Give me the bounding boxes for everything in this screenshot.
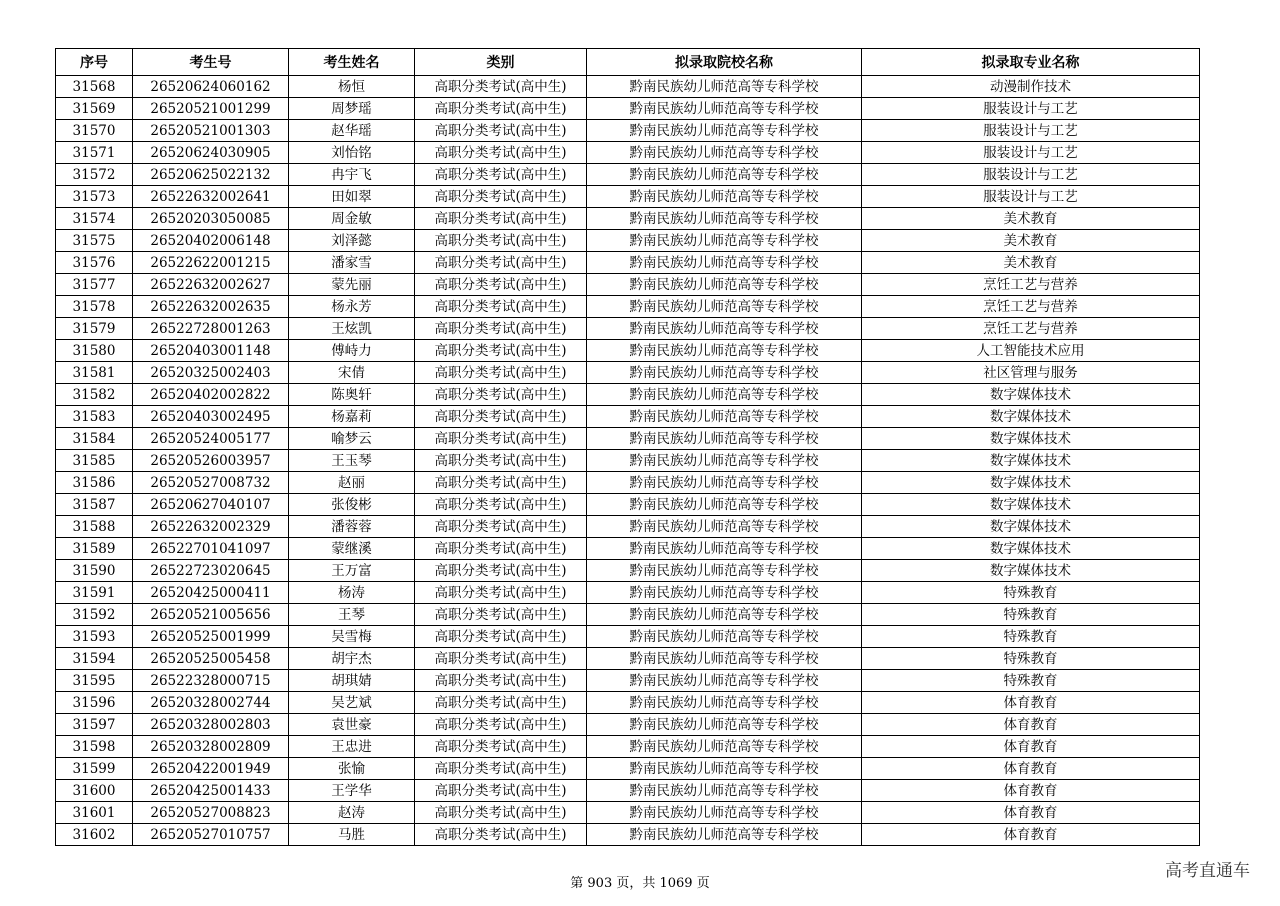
cell-seq: 31602 <box>56 824 133 846</box>
cell-major: 数字媒体技术 <box>862 384 1200 406</box>
cell-exam-id: 26520524005177 <box>133 428 289 450</box>
cell-category: 高职分类考试(高中生) <box>415 340 587 362</box>
cell-major: 特殊教育 <box>862 648 1200 670</box>
cell-category: 高职分类考试(高中生) <box>415 142 587 164</box>
cell-category: 高职分类考试(高中生) <box>415 780 587 802</box>
cell-exam-id: 26520527008732 <box>133 472 289 494</box>
table-row <box>56 670 1200 692</box>
table-row <box>56 230 1200 252</box>
cell-exam-id: 26520328002803 <box>133 714 289 736</box>
cell-name: 喻梦云 <box>289 428 415 450</box>
table-row <box>56 450 1200 472</box>
table-row <box>56 472 1200 494</box>
cell-seq: 31568 <box>56 76 133 98</box>
cell-name: 张愉 <box>289 758 415 780</box>
cell-major: 服装设计与工艺 <box>862 120 1200 142</box>
cell-exam-id: 26520403002495 <box>133 406 289 428</box>
cell-exam-id: 26520325002403 <box>133 362 289 384</box>
cell-name: 张俊彬 <box>289 494 415 516</box>
cell-name: 王炫凯 <box>289 318 415 340</box>
table-row <box>56 340 1200 362</box>
cell-seq: 31585 <box>56 450 133 472</box>
cell-exam-id: 26522632002635 <box>133 296 289 318</box>
cell-school: 黔南民族幼儿师范高等专科学校 <box>587 648 862 670</box>
cell-exam-id: 26522632002329 <box>133 516 289 538</box>
cell-school: 黔南民族幼儿师范高等专科学校 <box>587 186 862 208</box>
cell-category: 高职分类考试(高中生) <box>415 538 587 560</box>
cell-name: 蒙继溪 <box>289 538 415 560</box>
cell-major: 特殊教育 <box>862 626 1200 648</box>
cell-seq: 31582 <box>56 384 133 406</box>
cell-exam-id: 26522622001215 <box>133 252 289 274</box>
cell-school: 黔南民族幼儿师范高等专科学校 <box>587 758 862 780</box>
header-name: 考生姓名 <box>289 49 415 76</box>
cell-school: 黔南民族幼儿师范高等专科学校 <box>587 780 862 802</box>
cell-exam-id: 26520521005656 <box>133 604 289 626</box>
table-row <box>56 318 1200 340</box>
cell-major: 数字媒体技术 <box>862 494 1200 516</box>
cell-major: 数字媒体技术 <box>862 406 1200 428</box>
cell-school: 黔南民族幼儿师范高等专科学校 <box>587 824 862 846</box>
cell-school: 黔南民族幼儿师范高等专科学校 <box>587 252 862 274</box>
header-school: 拟录取院校名称 <box>587 49 862 76</box>
table-header-row <box>56 49 1200 76</box>
table-row <box>56 538 1200 560</box>
cell-name: 潘蓉蓉 <box>289 516 415 538</box>
cell-name: 蒙先丽 <box>289 274 415 296</box>
cell-major: 体育教育 <box>862 824 1200 846</box>
table-row <box>56 406 1200 428</box>
cell-major: 人工智能技术应用 <box>862 340 1200 362</box>
cell-school: 黔南民族幼儿师范高等专科学校 <box>587 736 862 758</box>
cell-category: 高职分类考试(高中生) <box>415 626 587 648</box>
cell-name: 赵华瑶 <box>289 120 415 142</box>
cell-name: 袁世豪 <box>289 714 415 736</box>
cell-major: 特殊教育 <box>862 604 1200 626</box>
cell-school: 黔南民族幼儿师范高等专科学校 <box>587 208 862 230</box>
cell-name: 胡宇杰 <box>289 648 415 670</box>
cell-school: 黔南民族幼儿师范高等专科学校 <box>587 538 862 560</box>
cell-major: 数字媒体技术 <box>862 472 1200 494</box>
cell-category: 高职分类考试(高中生) <box>415 384 587 406</box>
cell-major: 体育教育 <box>862 692 1200 714</box>
cell-seq: 31578 <box>56 296 133 318</box>
table-row <box>56 560 1200 582</box>
cell-category: 高职分类考试(高中生) <box>415 164 587 186</box>
table-row <box>56 802 1200 824</box>
page-number: 第 903 页，共 1069 页 <box>570 876 710 891</box>
table-row <box>56 714 1200 736</box>
cell-seq: 31574 <box>56 208 133 230</box>
table-row <box>56 208 1200 230</box>
cell-exam-id: 26522328000715 <box>133 670 289 692</box>
table-row <box>56 384 1200 406</box>
cell-major: 体育教育 <box>862 758 1200 780</box>
cell-seq: 31579 <box>56 318 133 340</box>
cell-category: 高职分类考试(高中生) <box>415 604 587 626</box>
cell-major: 数字媒体技术 <box>862 450 1200 472</box>
cell-name: 潘家雪 <box>289 252 415 274</box>
cell-seq: 31571 <box>56 142 133 164</box>
cell-school: 黔南民族幼儿师范高等专科学校 <box>587 274 862 296</box>
cell-school: 黔南民族幼儿师范高等专科学校 <box>587 472 862 494</box>
cell-major: 美术教育 <box>862 230 1200 252</box>
cell-name: 马胜 <box>289 824 415 846</box>
cell-school: 黔南民族幼儿师范高等专科学校 <box>587 384 862 406</box>
table-row <box>56 296 1200 318</box>
cell-category: 高职分类考试(高中生) <box>415 802 587 824</box>
cell-exam-id: 26520425000411 <box>133 582 289 604</box>
cell-category: 高职分类考试(高中生) <box>415 186 587 208</box>
cell-exam-id: 26520625022132 <box>133 164 289 186</box>
header-category: 类别 <box>415 49 587 76</box>
cell-name: 宋倩 <box>289 362 415 384</box>
cell-category: 高职分类考试(高中生) <box>415 494 587 516</box>
cell-name: 杨涛 <box>289 582 415 604</box>
cell-seq: 31590 <box>56 560 133 582</box>
table-row <box>56 252 1200 274</box>
cell-school: 黔南民族幼儿师范高等专科学校 <box>587 142 862 164</box>
cell-category: 高职分类考试(高中生) <box>415 98 587 120</box>
cell-name: 杨永芳 <box>289 296 415 318</box>
cell-major: 烹饪工艺与营养 <box>862 318 1200 340</box>
table-row <box>56 824 1200 846</box>
cell-seq: 31586 <box>56 472 133 494</box>
cell-category: 高职分类考试(高中生) <box>415 450 587 472</box>
cell-major: 体育教育 <box>862 802 1200 824</box>
table-row <box>56 362 1200 384</box>
table-row <box>56 758 1200 780</box>
cell-school: 黔南民族幼儿师范高等专科学校 <box>587 714 862 736</box>
cell-category: 高职分类考试(高中生) <box>415 252 587 274</box>
cell-category: 高职分类考试(高中生) <box>415 824 587 846</box>
cell-category: 高职分类考试(高中生) <box>415 692 587 714</box>
cell-major: 社区管理与服务 <box>862 362 1200 384</box>
cell-exam-id: 26522723020645 <box>133 560 289 582</box>
cell-school: 黔南民族幼儿师范高等专科学校 <box>587 230 862 252</box>
cell-exam-id: 26522701041097 <box>133 538 289 560</box>
cell-name: 王琴 <box>289 604 415 626</box>
cell-exam-id: 26522632002641 <box>133 186 289 208</box>
cell-seq: 31583 <box>56 406 133 428</box>
cell-name: 杨恒 <box>289 76 415 98</box>
cell-category: 高职分类考试(高中生) <box>415 318 587 340</box>
cell-school: 黔南民族幼儿师范高等专科学校 <box>587 98 862 120</box>
cell-school: 黔南民族幼儿师范高等专科学校 <box>587 670 862 692</box>
table-row <box>56 142 1200 164</box>
cell-school: 黔南民族幼儿师范高等专科学校 <box>587 582 862 604</box>
cell-category: 高职分类考试(高中生) <box>415 428 587 450</box>
cell-exam-id: 26520521001299 <box>133 98 289 120</box>
cell-exam-id: 26520328002744 <box>133 692 289 714</box>
cell-school: 黔南民族幼儿师范高等专科学校 <box>587 626 862 648</box>
cell-exam-id: 26520627040107 <box>133 494 289 516</box>
cell-seq: 31588 <box>56 516 133 538</box>
cell-name: 刘泽懿 <box>289 230 415 252</box>
table-row <box>56 516 1200 538</box>
cell-seq: 31587 <box>56 494 133 516</box>
cell-seq: 31569 <box>56 98 133 120</box>
cell-seq: 31594 <box>56 648 133 670</box>
admission-table <box>55 48 1200 846</box>
cell-seq: 31573 <box>56 186 133 208</box>
table-row <box>56 494 1200 516</box>
table-body <box>56 76 1200 846</box>
table-row <box>56 692 1200 714</box>
cell-category: 高职分类考试(高中生) <box>415 406 587 428</box>
cell-category: 高职分类考试(高中生) <box>415 230 587 252</box>
cell-major: 特殊教育 <box>862 670 1200 692</box>
cell-category: 高职分类考试(高中生) <box>415 758 587 780</box>
table-row <box>56 186 1200 208</box>
cell-category: 高职分类考试(高中生) <box>415 120 587 142</box>
cell-category: 高职分类考试(高中生) <box>415 516 587 538</box>
cell-seq: 31572 <box>56 164 133 186</box>
cell-category: 高职分类考试(高中生) <box>415 274 587 296</box>
cell-category: 高职分类考试(高中生) <box>415 714 587 736</box>
cell-seq: 31599 <box>56 758 133 780</box>
table-row <box>56 780 1200 802</box>
cell-major: 数字媒体技术 <box>862 538 1200 560</box>
table-row <box>56 274 1200 296</box>
cell-seq: 31597 <box>56 714 133 736</box>
cell-name: 刘怡铭 <box>289 142 415 164</box>
cell-name: 周梦瑶 <box>289 98 415 120</box>
table-row <box>56 648 1200 670</box>
cell-school: 黔南民族幼儿师范高等专科学校 <box>587 362 862 384</box>
cell-major: 动漫制作技术 <box>862 76 1200 98</box>
cell-exam-id: 26520422001949 <box>133 758 289 780</box>
cell-category: 高职分类考试(高中生) <box>415 648 587 670</box>
header-exam-id: 考生号 <box>133 49 289 76</box>
cell-school: 黔南民族幼儿师范高等专科学校 <box>587 802 862 824</box>
cell-school: 黔南民族幼儿师范高等专科学校 <box>587 494 862 516</box>
cell-exam-id: 26522632002627 <box>133 274 289 296</box>
table-row <box>56 98 1200 120</box>
cell-exam-id: 26520402006148 <box>133 230 289 252</box>
cell-name: 王学华 <box>289 780 415 802</box>
cell-category: 高职分类考试(高中生) <box>415 362 587 384</box>
cell-school: 黔南民族幼儿师范高等专科学校 <box>587 450 862 472</box>
cell-exam-id: 26520328002809 <box>133 736 289 758</box>
cell-school: 黔南民族幼儿师范高等专科学校 <box>587 296 862 318</box>
cell-seq: 31577 <box>56 274 133 296</box>
cell-major: 美术教育 <box>862 208 1200 230</box>
cell-name: 陈奥轩 <box>289 384 415 406</box>
cell-exam-id: 26520402002822 <box>133 384 289 406</box>
cell-category: 高职分类考试(高中生) <box>415 736 587 758</box>
cell-exam-id: 26520525005458 <box>133 648 289 670</box>
cell-school: 黔南民族幼儿师范高等专科学校 <box>587 516 862 538</box>
cell-seq: 31596 <box>56 692 133 714</box>
cell-seq: 31575 <box>56 230 133 252</box>
table-row <box>56 626 1200 648</box>
cell-name: 王玉琴 <box>289 450 415 472</box>
cell-major: 服装设计与工艺 <box>862 186 1200 208</box>
table-row <box>56 736 1200 758</box>
cell-exam-id: 26520527008823 <box>133 802 289 824</box>
cell-school: 黔南民族幼儿师范高等专科学校 <box>587 318 862 340</box>
cell-school: 黔南民族幼儿师范高等专科学校 <box>587 164 862 186</box>
cell-major: 服装设计与工艺 <box>862 142 1200 164</box>
table-row <box>56 120 1200 142</box>
cell-category: 高职分类考试(高中生) <box>415 582 587 604</box>
cell-seq: 31580 <box>56 340 133 362</box>
cell-seq: 31601 <box>56 802 133 824</box>
cell-school: 黔南民族幼儿师范高等专科学校 <box>587 340 862 362</box>
cell-name: 杨嘉莉 <box>289 406 415 428</box>
cell-seq: 31591 <box>56 582 133 604</box>
table-row <box>56 76 1200 98</box>
header-seq: 序号 <box>56 49 133 76</box>
cell-major: 数字媒体技术 <box>862 516 1200 538</box>
cell-major: 数字媒体技术 <box>862 560 1200 582</box>
cell-seq: 31589 <box>56 538 133 560</box>
cell-name: 田如翠 <box>289 186 415 208</box>
cell-school: 黔南民族幼儿师范高等专科学校 <box>587 692 862 714</box>
brand-watermark: 高考直通车 <box>1165 861 1250 881</box>
cell-exam-id: 26520525001999 <box>133 626 289 648</box>
cell-exam-id: 26520403001148 <box>133 340 289 362</box>
cell-exam-id: 26520527010757 <box>133 824 289 846</box>
cell-name: 冉宇飞 <box>289 164 415 186</box>
cell-seq: 31600 <box>56 780 133 802</box>
cell-major: 体育教育 <box>862 736 1200 758</box>
cell-exam-id: 26522728001263 <box>133 318 289 340</box>
cell-exam-id: 26520526003957 <box>133 450 289 472</box>
cell-category: 高职分类考试(高中生) <box>415 560 587 582</box>
cell-seq: 31576 <box>56 252 133 274</box>
cell-name: 赵丽 <box>289 472 415 494</box>
cell-major: 美术教育 <box>862 252 1200 274</box>
cell-school: 黔南民族幼儿师范高等专科学校 <box>587 428 862 450</box>
cell-major: 体育教育 <box>862 714 1200 736</box>
table-row <box>56 428 1200 450</box>
cell-exam-id: 26520203050085 <box>133 208 289 230</box>
cell-seq: 31595 <box>56 670 133 692</box>
cell-seq: 31593 <box>56 626 133 648</box>
cell-category: 高职分类考试(高中生) <box>415 208 587 230</box>
table-row <box>56 582 1200 604</box>
cell-major: 烹饪工艺与营养 <box>862 296 1200 318</box>
cell-seq: 31592 <box>56 604 133 626</box>
cell-major: 服装设计与工艺 <box>862 164 1200 186</box>
cell-name: 周金敏 <box>289 208 415 230</box>
cell-school: 黔南民族幼儿师范高等专科学校 <box>587 406 862 428</box>
cell-major: 服装设计与工艺 <box>862 98 1200 120</box>
cell-seq: 31584 <box>56 428 133 450</box>
cell-major: 体育教育 <box>862 780 1200 802</box>
table-row <box>56 164 1200 186</box>
cell-name: 吴艺斌 <box>289 692 415 714</box>
cell-exam-id: 26520624060162 <box>133 76 289 98</box>
cell-major: 特殊教育 <box>862 582 1200 604</box>
cell-school: 黔南民族幼儿师范高等专科学校 <box>587 120 862 142</box>
cell-seq: 31598 <box>56 736 133 758</box>
cell-seq: 31570 <box>56 120 133 142</box>
cell-name: 吴雪梅 <box>289 626 415 648</box>
table-row <box>56 604 1200 626</box>
cell-category: 高职分类考试(高中生) <box>415 670 587 692</box>
cell-exam-id: 26520425001433 <box>133 780 289 802</box>
cell-school: 黔南民族幼儿师范高等专科学校 <box>587 76 862 98</box>
cell-name: 傅峙力 <box>289 340 415 362</box>
cell-major: 数字媒体技术 <box>862 428 1200 450</box>
cell-seq: 31581 <box>56 362 133 384</box>
header-major: 拟录取专业名称 <box>862 49 1200 76</box>
cell-school: 黔南民族幼儿师范高等专科学校 <box>587 604 862 626</box>
cell-school: 黔南民族幼儿师范高等专科学校 <box>587 560 862 582</box>
cell-category: 高职分类考试(高中生) <box>415 472 587 494</box>
cell-name: 王万富 <box>289 560 415 582</box>
cell-name: 胡琪婧 <box>289 670 415 692</box>
cell-exam-id: 26520624030905 <box>133 142 289 164</box>
cell-name: 王忠进 <box>289 736 415 758</box>
cell-major: 烹饪工艺与营养 <box>862 274 1200 296</box>
cell-category: 高职分类考试(高中生) <box>415 76 587 98</box>
cell-category: 高职分类考试(高中生) <box>415 296 587 318</box>
cell-name: 赵涛 <box>289 802 415 824</box>
cell-exam-id: 26520521001303 <box>133 120 289 142</box>
